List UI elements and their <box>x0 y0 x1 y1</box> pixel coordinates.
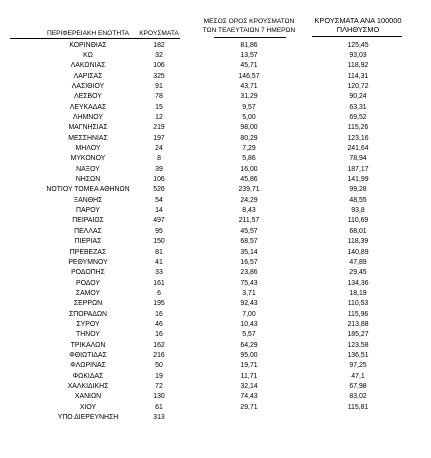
rate-per-100k-cell: 93,8 <box>351 207 365 215</box>
rate-per-100k-cell: 115,96 <box>347 310 369 318</box>
avg-7day-cell: 13,57 <box>240 51 258 59</box>
area-cell: ΧΙΟΥ <box>79 403 97 411</box>
area-cell: ΜΥΚΟΝΟΥ <box>70 155 106 163</box>
area-cell: ΣΕΡΡΩΝ <box>73 300 103 308</box>
rate-per-100k-cell: 69,52 <box>349 113 367 121</box>
area-cell: ΝΟΤΙΟΥ ΤΟΜΕΑ ΑΘΗΝΩΝ <box>46 186 130 194</box>
area-cell: ΣΠΟΡΑΔΩΝ <box>68 310 107 318</box>
avg-7day-cell: 64,29 <box>240 341 258 349</box>
cases-cell: 6 <box>157 289 161 297</box>
cases-cell: 72 <box>155 383 163 391</box>
rate-per-100k-cell: 97,25 <box>349 362 367 370</box>
avg-7day-cell: 8,43 <box>242 207 256 215</box>
avg-7day-cell: 29,71 <box>240 403 258 411</box>
table-row <box>0 175 431 185</box>
table-row <box>0 144 431 154</box>
header-rule-rate <box>312 36 402 37</box>
avg-7day-cell: 9,57 <box>242 103 256 111</box>
area-cell: ΡΟΔΟΥ <box>75 279 100 287</box>
cases-cell: 12 <box>155 113 163 121</box>
rate-per-100k-cell: 110,53 <box>347 300 369 308</box>
rate-per-100k-cell: 78,94 <box>349 155 367 163</box>
cases-cell: 19 <box>155 372 163 380</box>
area-cell: ΠΕΙΡΑΙΩΣ <box>72 217 104 225</box>
table-row <box>0 258 431 268</box>
cases-cell: 14 <box>155 207 163 215</box>
rate-per-100k-cell: 118,92 <box>347 62 369 70</box>
area-cell: ΧΑΝΙΩΝ <box>74 393 102 401</box>
area-cell: ΣΥΡΟΥ <box>76 320 100 328</box>
rate-per-100k-cell: 67,98 <box>349 383 367 391</box>
cases-cell: 8 <box>157 155 161 163</box>
table-row <box>0 61 431 71</box>
cases-cell: 39 <box>155 165 163 173</box>
area-cell: ΠΑΡΟΥ <box>76 207 100 215</box>
table-row <box>0 289 431 299</box>
avg-7day-cell: 16,57 <box>240 258 258 266</box>
rate-per-100k-cell: 115,81 <box>347 403 369 411</box>
table-row <box>0 134 431 144</box>
table-row <box>0 123 431 133</box>
table-row <box>0 268 431 278</box>
rate-per-100k-cell: 18,19 <box>349 289 367 297</box>
avg-7day-cell: 19,71 <box>240 362 258 370</box>
rate-per-100k-cell: 47,89 <box>349 258 367 266</box>
table-row <box>0 72 431 82</box>
area-cell: ΝΑΞΟΥ <box>76 165 100 173</box>
cases-cell: 95 <box>155 227 163 235</box>
rate-per-100k-cell: 48,55 <box>349 196 367 204</box>
rate-per-100k-cell: 213,88 <box>347 320 369 328</box>
cases-cell: 325 <box>153 72 165 80</box>
area-cell: ΠΙΕΡΙΑΣ <box>74 238 102 246</box>
avg-7day-cell: 32,14 <box>240 383 258 391</box>
rate-per-100k-cell: 123,16 <box>347 134 369 142</box>
rate-per-100k-cell: 136,51 <box>347 352 369 359</box>
cases-cell: 16 <box>155 310 163 318</box>
table-row <box>0 92 431 102</box>
area-cell: ΛΑΚΩΝΙΑΣ <box>70 62 106 70</box>
table-row <box>0 392 431 402</box>
avg-7day-cell: 80,29 <box>240 134 258 142</box>
cases-cell: 497 <box>153 217 165 225</box>
area-cell: ΝΗΣΩΝ <box>75 176 101 184</box>
area-cell: ΥΠΟ ΔΙΕΡΕΥΝΗΣΗ <box>57 414 119 422</box>
avg-7day-cell: 98,00 <box>240 124 258 132</box>
avg-7day-cell: 7,00 <box>242 310 256 318</box>
cases-cell: 33 <box>155 269 163 277</box>
area-cell: ΦΛΩΡΙΝΑΣ <box>70 362 106 370</box>
cases-cell: 313 <box>153 414 165 422</box>
header-avg-line1: ΜΕΣΟΣ ΟΡΟΣ ΚΡΟΥΣΜΑΤΩΝ <box>203 18 295 25</box>
avg-7day-cell: 74,43 <box>240 393 258 401</box>
table-row <box>0 206 431 216</box>
cases-cell: 526 <box>153 186 165 194</box>
avg-7day-cell: 95,00 <box>240 352 258 359</box>
rate-per-100k-cell: 47,1 <box>351 372 365 380</box>
table-row <box>0 361 431 371</box>
cases-cell: 32 <box>155 51 163 59</box>
area-cell: ΡΕΘΥΜΝΟΥ <box>68 258 108 266</box>
avg-7day-cell: 3,71 <box>242 289 256 297</box>
rate-per-100k-cell: 93,03 <box>349 51 367 59</box>
rate-per-100k-cell: 123,58 <box>347 341 369 349</box>
cases-cell: 106 <box>153 62 165 70</box>
avg-7day-cell: 10,43 <box>240 320 258 328</box>
table-row <box>0 299 431 309</box>
cases-cell: 219 <box>153 124 165 132</box>
cases-cell: 197 <box>153 134 165 142</box>
area-cell: ΜΕΣΣΗΝΙΑΣ <box>68 134 108 142</box>
avg-7day-cell: 11,71 <box>240 372 258 380</box>
rate-per-100k-cell: 90,24 <box>349 93 367 101</box>
table-row <box>0 41 431 51</box>
table-row <box>0 185 431 195</box>
cases-cell: 81 <box>155 248 163 256</box>
avg-7day-cell: 239,71 <box>238 186 260 194</box>
rate-per-100k-cell: 241,64 <box>347 145 369 152</box>
cases-cell: 50 <box>155 362 163 370</box>
area-cell: ΜΗΛΟΥ <box>75 145 101 152</box>
area-cell: ΛΗΜΝΟΥ <box>72 113 104 121</box>
cases-cell: 216 <box>153 352 165 359</box>
cases-cell: 78 <box>155 93 163 101</box>
rate-per-100k-cell: 99,28 <box>349 186 367 194</box>
area-cell: ΠΕΛΛΑΣ <box>74 227 102 235</box>
area-cell: ΛΕΣΒΟΥ <box>74 93 102 101</box>
area-cell: ΛΑΣΙΘΙΟΥ <box>71 82 105 90</box>
rate-per-100k-cell: 68,01 <box>349 227 367 235</box>
area-cell: ΦΘΙΩΤΙΔΑΣ <box>69 352 107 359</box>
table-row <box>0 279 431 289</box>
avg-7day-cell: 16,00 <box>240 165 258 173</box>
cases-cell: 54 <box>155 196 163 204</box>
avg-7day-cell: 35,14 <box>240 248 258 256</box>
avg-7day-cell: 81,86 <box>240 41 258 49</box>
table-row <box>0 82 431 92</box>
avg-7day-cell: 211,57 <box>238 217 260 225</box>
rate-per-100k-cell: 141,99 <box>347 176 369 184</box>
header-rate-line2: ΠΛΗΘΥΣΜΟ <box>336 25 380 34</box>
rate-per-100k-cell: 185,27 <box>347 331 369 339</box>
area-cell: ΣΑΜΟΥ <box>75 289 101 297</box>
rate-per-100k-cell: 83,02 <box>349 393 367 401</box>
header-rate-line1: ΚΡΟΥΣΜΑΤΑ ΑΝΑ 100000 <box>314 16 402 25</box>
table-row <box>0 154 431 164</box>
header-cases: ΚΡΟΥΣΜΑΤΑ <box>139 30 179 37</box>
cases-cell: 24 <box>155 145 163 152</box>
rate-per-100k-cell: 110,69 <box>347 217 369 225</box>
table-row <box>0 165 431 175</box>
area-cell: ΤΗΝΟΥ <box>76 331 100 339</box>
rate-per-100k-cell: 29,45 <box>349 269 367 277</box>
area-cell: ΜΑΓΝΗΣΙΑΣ <box>68 124 108 132</box>
avg-7day-cell: 68,57 <box>240 238 258 246</box>
cases-cell: 41 <box>155 258 163 266</box>
area-cell: ΠΡΕΒΕΖΑΣ <box>69 248 107 256</box>
avg-7day-cell: 5,57 <box>242 331 256 339</box>
table-row <box>0 403 431 413</box>
cases-cell: 130 <box>153 393 165 401</box>
cases-cell: 162 <box>153 341 165 349</box>
avg-7day-cell: 43,71 <box>240 82 258 90</box>
area-cell: ΤΡΙΚΑΛΩΝ <box>70 341 106 349</box>
area-cell: ΡΟΔΟΠΗΣ <box>71 269 105 277</box>
cases-cell: 61 <box>155 403 163 411</box>
header-area: ΠΕΡΙΦΕΡΕΙΑΚΗ ΕΝΟΤΗΤΑ <box>46 30 130 37</box>
cases-cell: 15 <box>155 103 163 111</box>
cases-cell: 106 <box>153 176 165 184</box>
avg-7day-cell: 146,57 <box>238 72 260 80</box>
avg-7day-cell: 45,57 <box>240 227 258 235</box>
area-cell: ΞΑΝΘΗΣ <box>73 196 103 204</box>
avg-7day-cell: 92,43 <box>240 300 258 308</box>
table-row <box>0 382 431 392</box>
table-row <box>0 113 431 123</box>
table-row <box>0 351 431 361</box>
avg-7day-cell: 31,29 <box>240 93 258 101</box>
avg-7day-cell: 23,86 <box>240 269 258 277</box>
table-row <box>0 341 431 351</box>
area-cell: ΛΑΡΙΣΑΣ <box>73 72 103 80</box>
avg-7day-cell: 45,86 <box>240 176 258 184</box>
rate-per-100k-cell: 120,72 <box>347 82 369 90</box>
table-row <box>0 320 431 330</box>
cases-cell: 91 <box>155 82 163 90</box>
rate-per-100k-cell: 140,89 <box>347 248 369 256</box>
rate-per-100k-cell: 187,17 <box>347 165 369 173</box>
cases-cell: 16 <box>155 331 163 339</box>
table-row <box>0 227 431 237</box>
avg-7day-cell: 45,71 <box>240 62 258 70</box>
rate-per-100k-cell: 125,45 <box>347 41 369 49</box>
cases-cell: 195 <box>153 300 165 308</box>
rate-per-100k-cell: 134,36 <box>347 279 369 287</box>
cases-cell: 46 <box>155 320 163 328</box>
table-row <box>0 237 431 247</box>
cases-cell: 161 <box>153 279 165 287</box>
table-row <box>0 372 431 382</box>
header-rule-area <box>10 38 138 39</box>
rate-per-100k-cell: 63,31 <box>349 103 367 111</box>
table-row <box>0 196 431 206</box>
avg-7day-cell: 24,29 <box>240 196 258 204</box>
table-row <box>0 103 431 113</box>
table-row <box>0 413 431 423</box>
header-rule-avg <box>214 37 286 38</box>
rate-per-100k-cell: 118,39 <box>347 238 369 246</box>
cases-cell: 150 <box>153 238 165 246</box>
area-cell: ΛΕΥΚΑΔΑΣ <box>69 103 107 111</box>
rate-per-100k-cell: 115,26 <box>347 124 369 132</box>
rate-per-100k-cell: 114,31 <box>347 72 369 80</box>
avg-7day-cell: 7,29 <box>242 145 256 152</box>
avg-7day-cell: 75,43 <box>240 279 258 287</box>
header-rule-cases <box>138 38 180 39</box>
table-row <box>0 310 431 320</box>
cases-cell: 182 <box>153 41 165 49</box>
area-cell: ΦΩΚΙΔΑΣ <box>72 372 104 380</box>
area-cell: ΚΟΡΙΝΘΙΑΣ <box>69 41 107 49</box>
header-avg-line2: ΤΩΝ ΤΕΛΕΥΤΑΙΩΝ 7 ΗΜΕΡΩΝ <box>202 27 296 34</box>
area-cell: ΧΑΛΚΙΔΙΚΗΣ <box>67 383 109 391</box>
table-row <box>0 216 431 226</box>
table-row <box>0 330 431 340</box>
table-row <box>0 248 431 258</box>
table-row <box>0 51 431 61</box>
avg-7day-cell: 5,86 <box>242 155 256 163</box>
avg-7day-cell: 5,00 <box>242 113 256 121</box>
area-cell: ΚΩ <box>83 51 93 59</box>
